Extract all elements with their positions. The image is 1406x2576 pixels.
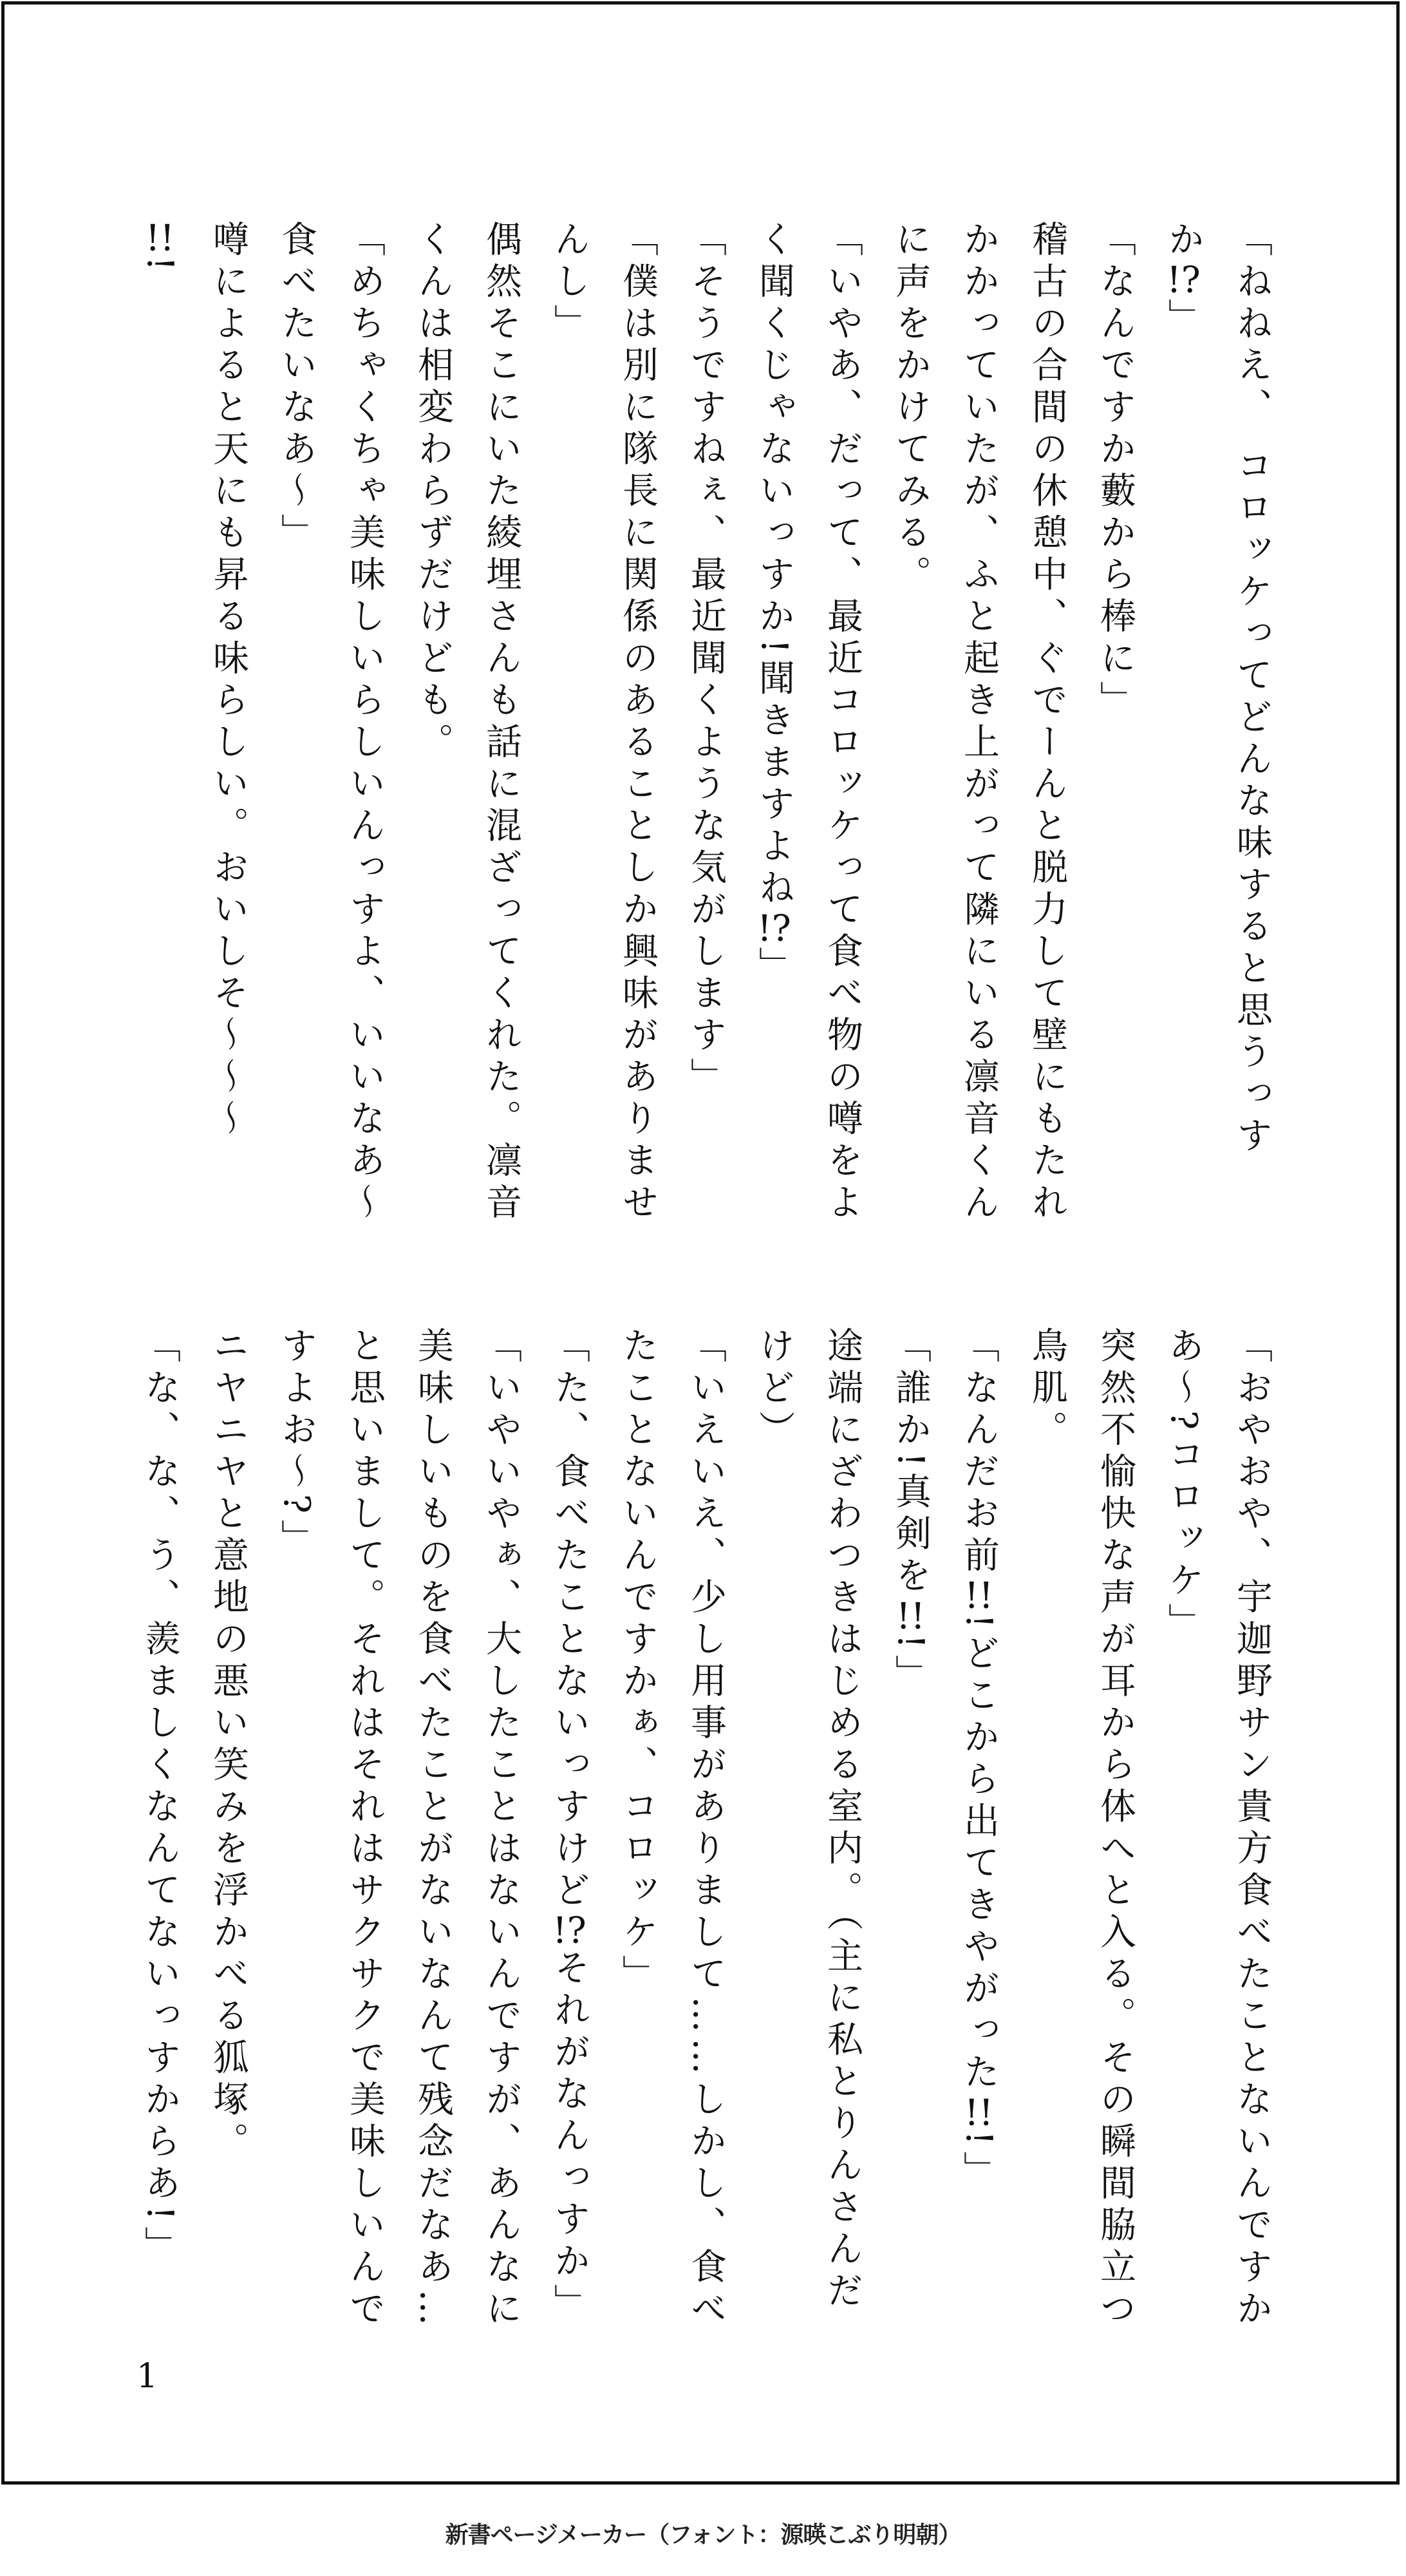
text-column: 「た、食べたことないっすけど!?それがなんっすか」	[548, 1327, 590, 2325]
text-column: 食べたいなあ〜」	[276, 220, 317, 555]
text-column: 偶然そこにいた綾埋さんも話に混ざってくれた。凛音	[480, 220, 522, 1225]
footer-caption: 新書ページメーカー（フォント：源暎こぶり明朝）	[445, 2522, 961, 2548]
tate-chu-yoko: !!	[964, 1578, 993, 1614]
text-column: と思いまして。それはそれはサクサクで美味しいんで	[344, 1327, 386, 2331]
page-number: 1	[136, 2357, 158, 2396]
text-column: か!?」	[1163, 220, 1204, 340]
tate-chu-yoko: !?	[552, 1913, 586, 1949]
text-column: あ〜?コロッケ」	[1163, 1327, 1204, 1645]
text-column: 「なんですか藪から棒に」	[1094, 220, 1136, 723]
text-column: 「そうですねぇ、最近聞くような気がします」	[685, 220, 727, 1099]
text-column: !!!	[139, 220, 181, 277]
tate-chu-yoko: !!	[145, 220, 174, 256]
text-column: 「誰か!真剣を!!!」	[890, 1327, 932, 1697]
text-column: 「なんだお前!!!どこから出てきやがった!!!」	[958, 1327, 1000, 2193]
text-column: 「おやおや、宇迦野サン貴方食べたことないんですか	[1231, 1327, 1273, 2331]
text-column: 美味しいものを食べたことがないなんて残念だなあ…	[412, 1327, 454, 2331]
text-column: く聞くじゃないっすか!聞きますよね!?」	[753, 220, 795, 989]
text-column: けど）	[753, 1327, 795, 1452]
text-column: 「いやいやぁ、大したことはないんですが、あんなに	[480, 1327, 522, 2331]
text-column: 「いえいえ、少し用事がありまして……しかし、食べ	[685, 1327, 727, 2331]
tate-chu-yoko: !!	[895, 1598, 925, 1634]
text-column: 途端にざわつきはじめる室内。（主に私とりんさんだ	[821, 1327, 863, 2313]
text-column: すよお〜?」	[276, 1327, 317, 1562]
text-column: に声をかけてみる。	[890, 220, 932, 597]
tate-chu-yoko: !?	[1167, 262, 1201, 298]
text-column: ニヤニヤと意地の悪い笑みを浮かべる狐塚。	[207, 1327, 249, 2164]
text-column: たことないんですかぁ、コロッケ」	[617, 1327, 659, 1996]
text-column: 「めちゃくちゃ美味しいらしいんっすよ、いいなあ〜	[344, 220, 386, 1225]
text-column: 突然不愉快な声が耳から体へと入る。その瞬間脇立つ	[1094, 1327, 1136, 2331]
text-column: かかっていたが、ふと起き上がって隣にいる凛音くん	[958, 220, 1000, 1225]
text-column: 稽古の合間の休憩中、ぐでーんと脱力して壁にもたれ	[1026, 220, 1068, 1225]
text-column: 鳥肌。	[1026, 1327, 1068, 1452]
text-column: 噂によると天にも昇る味らしい。おいしそ〜〜〜	[207, 220, 249, 1141]
text-column: 「僕は別に隊長に関係のあることしか興味がありませ	[617, 220, 659, 1225]
text-column: くんは相変わらずだけども。	[412, 220, 454, 764]
text-column: 「な、な、う、羨ましくなんてないっすからあ!」	[139, 1327, 181, 2268]
text-column: 「ねねえ、 コロッケってどんな味すると思うっす	[1231, 220, 1273, 1159]
text-column: んし」	[548, 220, 590, 346]
tate-chu-yoko: !?	[757, 910, 791, 947]
text-column: 「いやあ、だって、最近コロッケって食べ物の噂をよ	[821, 220, 863, 1225]
tate-chu-yoko: !!	[964, 2094, 993, 2131]
